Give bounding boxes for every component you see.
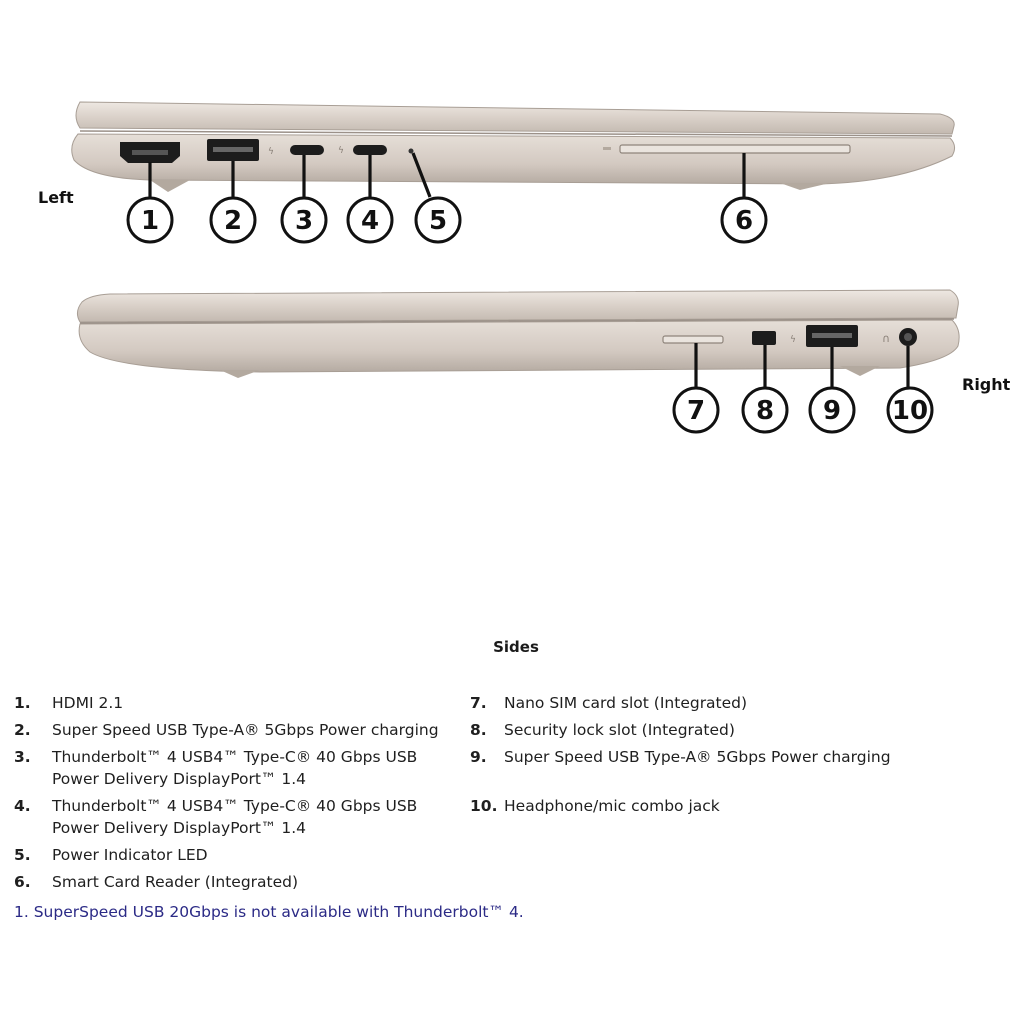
legend-number: 10. [470,797,498,815]
svg-text:5: 5 [428,206,448,236]
legend-item [14,746,464,790]
callout-5 [416,198,460,242]
callout-9 [810,388,854,432]
laptop-left-side [72,102,955,192]
legend-item [14,844,464,866]
callout-8 [743,388,787,432]
svg-text:ϟ: ϟ [790,335,796,345]
smart-card-slot [603,145,850,153]
legend-text: Headphone/mic combo jack [504,797,720,815]
svg-text:4: 4 [360,206,380,236]
legend-text: Super Speed USB Type-A® 5Gbps Power charging [504,748,891,766]
svg-text:6: 6 [734,206,754,236]
legend-number: 5. [14,846,31,864]
svg-text:∩: ∩ [882,332,891,345]
svg-text:3: 3 [294,206,314,236]
legend-right-column [470,692,1010,822]
legend-text: Nano SIM card slot (Integrated) [504,694,748,712]
legend-item [14,692,464,714]
legend-text: Super Speed USB Type-A® 5Gbps Power charging [52,721,439,739]
legend-item [470,719,1010,741]
legend-number: 4. [14,797,31,815]
footnote: 1. SuperSpeed USB 20Gbps is not available with Thunderbolt™ 4. [14,903,524,921]
callout-10 [888,388,932,432]
laptop-right-side [77,290,959,378]
legend-number: 9. [470,748,487,766]
legend-left-column [14,692,464,898]
svg-text:10: 10 [891,396,929,426]
legend-item [14,719,464,741]
sim-slot [663,336,723,343]
legend-text: Smart Card Reader (Integrated) [52,873,299,891]
legend-text: Power Indicator LED [52,846,208,864]
callout-2 [211,198,255,242]
svg-text:ϟ: ϟ [338,146,344,156]
callout-7 [674,388,718,432]
svg-text:2: 2 [223,206,243,236]
legend-number: 2. [14,721,31,739]
usb-c-port-4 [353,145,387,155]
legend-number: 3. [14,748,31,766]
svg-text:1: 1 [140,206,160,236]
legend-title: Sides [493,638,539,656]
svg-text:7: 7 [686,396,706,426]
legend-item [14,795,464,839]
svg-text:9: 9 [822,396,842,426]
legend-number: 7. [470,694,487,712]
callout-3 [282,198,326,242]
hdmi-port [120,142,180,163]
left-side-label: Left [38,188,74,207]
power-led [409,149,414,154]
usb-c-port-3 [290,145,324,155]
callout-1 [128,198,172,242]
right-side-label: Right [962,375,1011,394]
legend-text: Thunderbolt™ 4 USB4™ Type-C® 40 Gbps USB Power Delivery DisplayPort™ 1.4 [52,797,418,837]
legend-number: 8. [470,721,487,739]
security-lock-slot [752,331,776,345]
legend-item [470,746,1010,768]
callout-6 [722,198,766,242]
legend-number: 1. [14,694,31,712]
legend-item [14,871,464,893]
svg-text:ϟ: ϟ [268,147,274,157]
legend-number: 6. [14,873,31,891]
legend-item [470,795,1010,817]
legend-item [470,692,1010,714]
legend-text: HDMI 2.1 [52,694,124,712]
svg-text:8: 8 [755,396,775,426]
callout-4 [348,198,392,242]
legend-text: Thunderbolt™ 4 USB4™ Type-C® 40 Gbps USB Power Delivery DisplayPort™ 1.4 [52,748,418,788]
legend-text: Security lock slot (Integrated) [504,721,735,739]
